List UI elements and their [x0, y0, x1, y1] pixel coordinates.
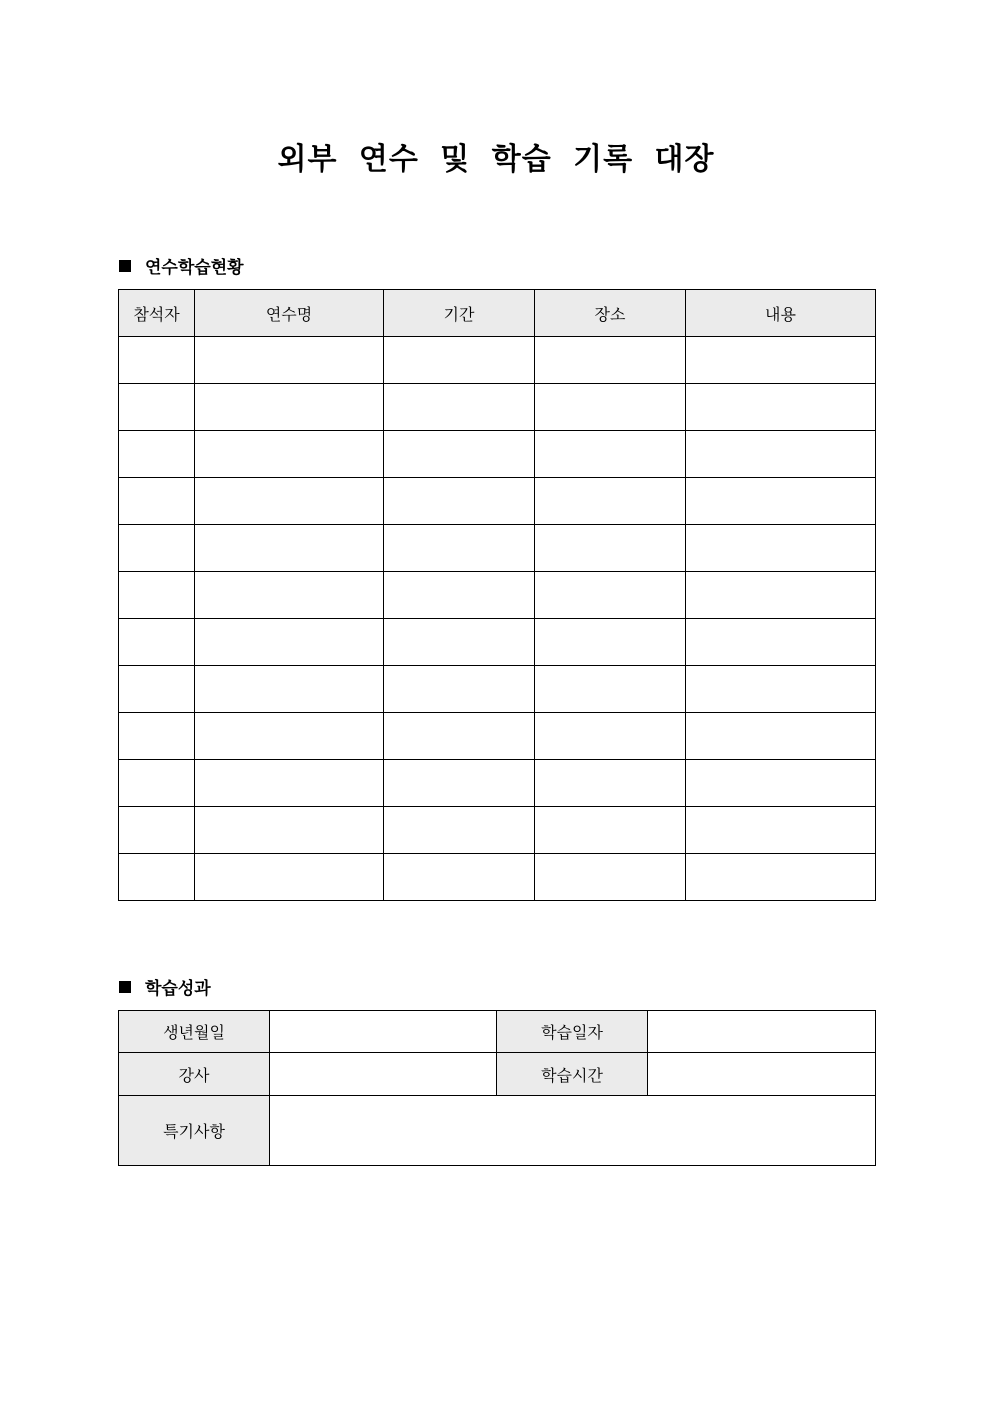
content-cell[interactable] — [686, 431, 876, 478]
document-title: 외부 연수 및 학습 기록 대장 — [277, 142, 715, 177]
table-row — [119, 807, 876, 854]
learning-time-label: 학습시간 — [497, 1053, 648, 1096]
birth-date-field[interactable] — [270, 1011, 497, 1053]
course-name-cell[interactable] — [195, 572, 384, 619]
attendee-cell[interactable] — [119, 807, 195, 854]
learning-date-label: 학습일자 — [497, 1011, 648, 1053]
content-cell[interactable] — [686, 572, 876, 619]
location-cell[interactable] — [535, 713, 686, 760]
content-cell[interactable] — [686, 478, 876, 525]
period-cell[interactable] — [384, 854, 535, 901]
learning-time-field[interactable] — [648, 1053, 876, 1096]
attendee-cell[interactable] — [119, 572, 195, 619]
column-header-course-name: 연수명 — [195, 290, 384, 337]
learning-results-table — [118, 1010, 876, 1166]
column-header-content: 내용 — [686, 290, 876, 337]
location-cell[interactable] — [535, 337, 686, 384]
table-row — [119, 666, 876, 713]
period-cell[interactable] — [384, 337, 535, 384]
attendee-cell[interactable] — [119, 525, 195, 572]
course-name-cell[interactable] — [195, 666, 384, 713]
section-heading-label: 연수학습현황 — [145, 258, 244, 278]
training-status-table — [118, 289, 876, 901]
table-row — [119, 384, 876, 431]
period-cell[interactable] — [384, 431, 535, 478]
content-cell[interactable] — [686, 760, 876, 807]
table-row — [119, 1011, 876, 1053]
period-cell[interactable] — [384, 384, 535, 431]
table-row — [119, 525, 876, 572]
table-row — [119, 572, 876, 619]
course-name-cell[interactable] — [195, 384, 384, 431]
period-cell[interactable] — [384, 525, 535, 572]
location-cell[interactable] — [535, 807, 686, 854]
period-cell[interactable] — [384, 807, 535, 854]
attendee-cell[interactable] — [119, 713, 195, 760]
attendee-cell[interactable] — [119, 760, 195, 807]
attendee-cell[interactable] — [119, 619, 195, 666]
course-name-cell[interactable] — [195, 854, 384, 901]
course-name-cell[interactable] — [195, 431, 384, 478]
course-name-cell[interactable] — [195, 760, 384, 807]
course-name-cell[interactable] — [195, 525, 384, 572]
location-cell[interactable] — [535, 854, 686, 901]
attendee-cell[interactable] — [119, 431, 195, 478]
table-header-row — [119, 290, 876, 337]
content-cell[interactable] — [686, 854, 876, 901]
table-row — [119, 1096, 876, 1166]
content-cell[interactable] — [686, 713, 876, 760]
square-bullet-icon — [119, 981, 131, 993]
period-cell[interactable] — [384, 619, 535, 666]
location-cell[interactable] — [535, 431, 686, 478]
location-cell[interactable] — [535, 619, 686, 666]
column-header-period: 기간 — [384, 290, 535, 337]
special-notes-field[interactable] — [270, 1096, 876, 1166]
location-cell[interactable] — [535, 760, 686, 807]
table-row — [119, 854, 876, 901]
content-cell[interactable] — [686, 337, 876, 384]
column-header-attendee: 참석자 — [119, 290, 195, 337]
table-row — [119, 1053, 876, 1096]
birth-date-label: 생년월일 — [119, 1011, 270, 1053]
section-heading-training — [119, 253, 244, 278]
attendee-cell[interactable] — [119, 384, 195, 431]
table-row — [119, 619, 876, 666]
location-cell[interactable] — [535, 572, 686, 619]
table-row — [119, 713, 876, 760]
table-row — [119, 478, 876, 525]
attendee-cell[interactable] — [119, 478, 195, 525]
attendee-cell[interactable] — [119, 666, 195, 713]
location-cell[interactable] — [535, 666, 686, 713]
attendee-cell[interactable] — [119, 854, 195, 901]
content-cell[interactable] — [686, 619, 876, 666]
period-cell[interactable] — [384, 760, 535, 807]
square-bullet-icon — [119, 260, 131, 272]
content-cell[interactable] — [686, 666, 876, 713]
attendee-cell[interactable] — [119, 337, 195, 384]
content-cell[interactable] — [686, 807, 876, 854]
column-header-location: 장소 — [535, 290, 686, 337]
table-row — [119, 337, 876, 384]
table-row — [119, 760, 876, 807]
content-cell[interactable] — [686, 525, 876, 572]
learning-date-field[interactable] — [648, 1011, 876, 1053]
table-row — [119, 431, 876, 478]
location-cell[interactable] — [535, 384, 686, 431]
period-cell[interactable] — [384, 713, 535, 760]
special-notes-label: 특기사항 — [119, 1096, 270, 1166]
course-name-cell[interactable] — [195, 807, 384, 854]
lecturer-field[interactable] — [270, 1053, 497, 1096]
course-name-cell[interactable] — [195, 337, 384, 384]
section-heading-results — [119, 974, 211, 999]
location-cell[interactable] — [535, 525, 686, 572]
content-cell[interactable] — [686, 384, 876, 431]
lecturer-label: 강사 — [119, 1053, 270, 1096]
period-cell[interactable] — [384, 572, 535, 619]
period-cell[interactable] — [384, 666, 535, 713]
course-name-cell[interactable] — [195, 619, 384, 666]
course-name-cell[interactable] — [195, 713, 384, 760]
section-heading-label: 학습성과 — [145, 979, 211, 999]
course-name-cell[interactable] — [195, 478, 384, 525]
period-cell[interactable] — [384, 478, 535, 525]
location-cell[interactable] — [535, 478, 686, 525]
